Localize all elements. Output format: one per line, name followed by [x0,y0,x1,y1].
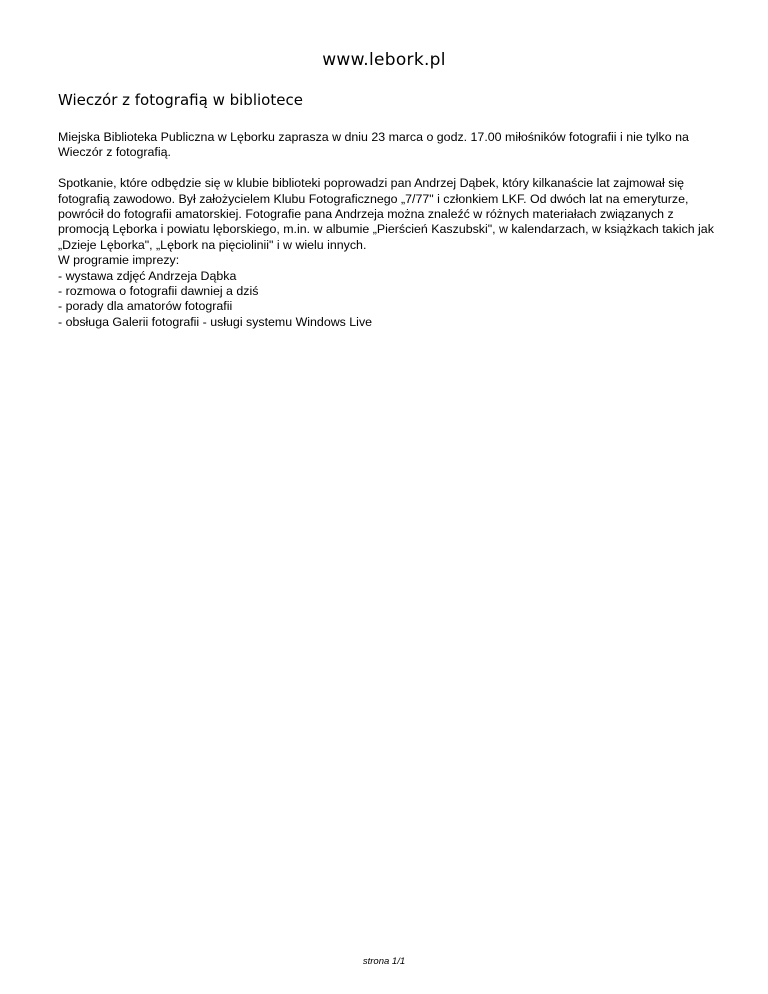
program-item: - rozmowa o fotografii dawniej a dziś [58,284,259,299]
article-body [58,130,718,330]
program-list [58,269,718,331]
article-title: Wieczór z fotografią w bibliotece [58,91,303,109]
page-number: strona 1/1 [362,956,406,967]
program-item: - porady dla amatorów fotografii [58,299,233,314]
body-paragraph: Spotkanie, które odbędzie się w klubie biblioteki poprowadzi pan Andrzej Dąbek, który kilkanaście lat zajmował się fotografią zawodowo. Był założycielem Klubu Fotograficznego „7/77" i członkiem LKF. Od dwóch lat na emeryturze, powrócił do fotografii amatorskiej. Fotografie pana Andrzeja można znaleźć w różnych materiałach związanych z promocją Lęborka i powiatu lęborskiego, m.in. w albumie „Pierścień Kaszubski", w kalendarzach, w książkach takich jak „Dzieje Lęborka", „Lębork na pięciolinii" i w wielu innych. [58,176,714,252]
program-item: - wystawa zdjęć Andrzeja Dąbka [58,268,237,283]
program-item: - obsługa Galerii fotografii - usługi systemu Windows Live [58,314,373,329]
intro-paragraph: Miejska Biblioteka Publiczna w Lęborku zaprasza w dniu 23 marca o godz. 17.00 miłośników fotografii i nie tylko na Wieczór z fotografią. [58,130,689,160]
program-heading: W programie imprezy: [58,253,180,268]
site-header: www.lebork.pl [322,50,446,70]
